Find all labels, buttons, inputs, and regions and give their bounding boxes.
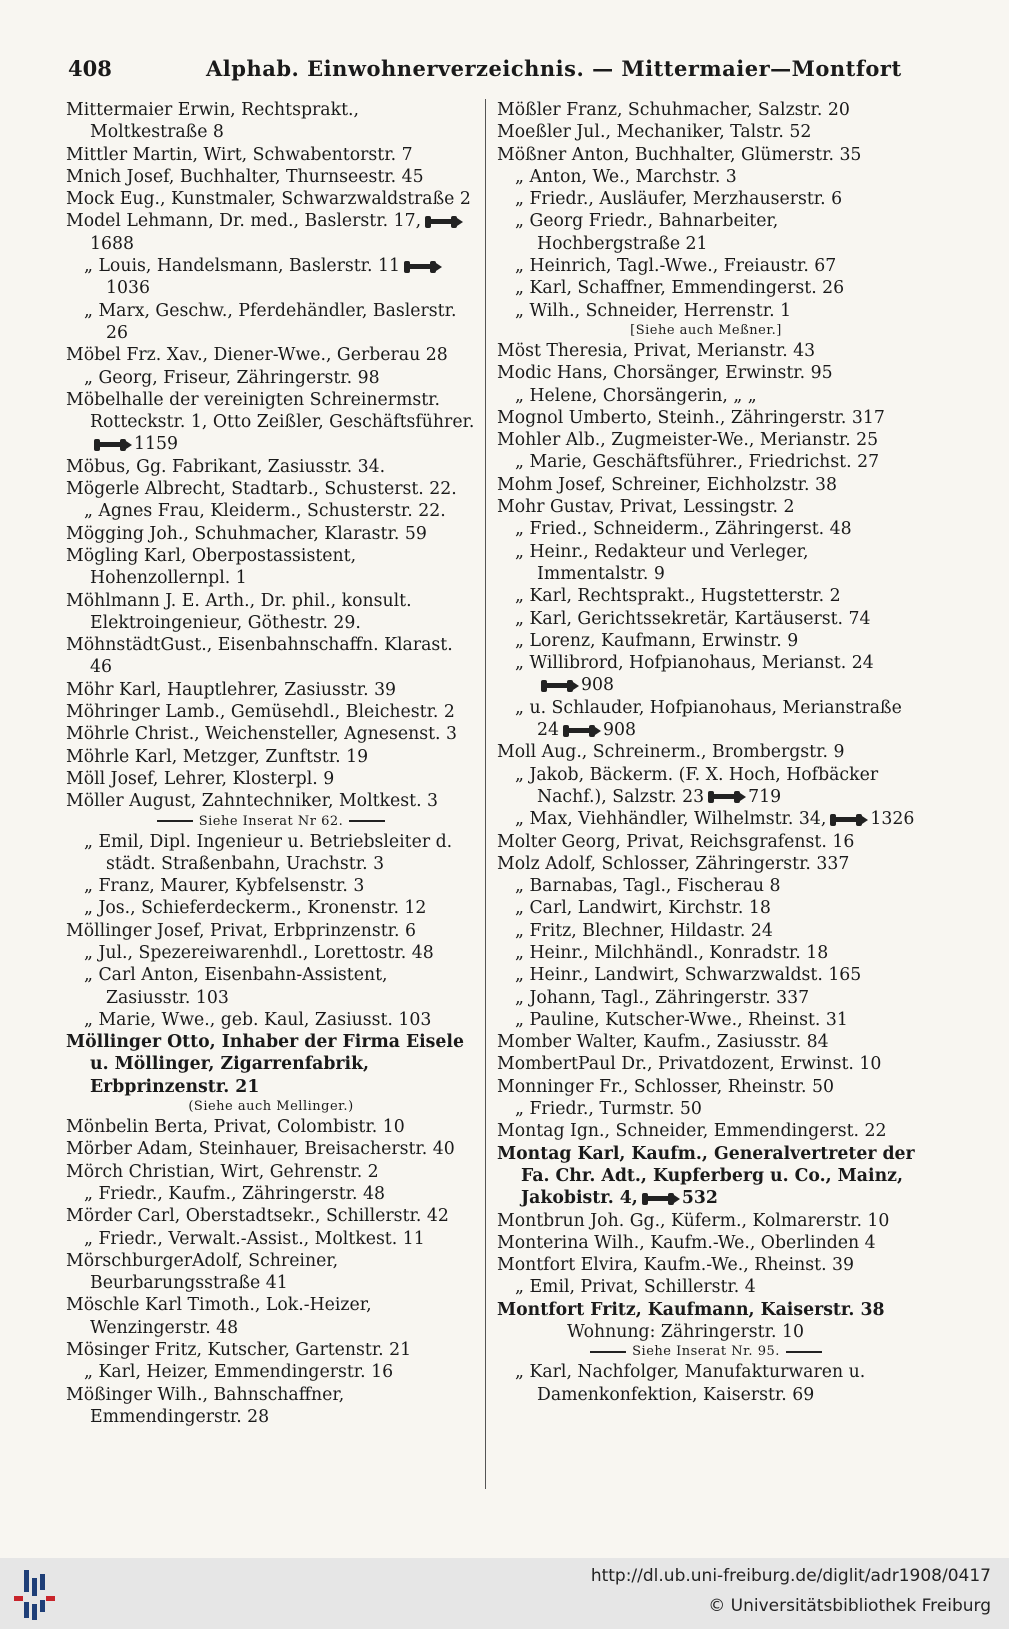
entry-text: „ Jos., Schieferdeckerm., Kronenstr. 12 [84, 898, 427, 919]
directory-entry [66, 746, 476, 768]
directory-entry [66, 679, 476, 701]
directory-entry [66, 1009, 476, 1031]
directory-entry [497, 831, 915, 853]
entry-text: „ Anton, We., Marchstr. 3 [515, 166, 737, 187]
directory-entry [66, 790, 476, 812]
directory-entry [66, 1339, 476, 1361]
entry-text: Mohm Josef, Schreiner, Eichholzstr. 38 [497, 474, 837, 495]
directory-entry [66, 523, 476, 545]
directory-entry [497, 1009, 915, 1031]
entry-text: „ Marie, Wwe., geb. Kaul, Zasiusst. 103 [84, 1009, 432, 1030]
entry-text: „ Franz, Maurer, Kybfelsenstr. 3 [84, 876, 365, 897]
entry-text: „ Karl, Schaffner, Emmendingerst. 26 [515, 278, 845, 299]
directory-entry [66, 344, 476, 366]
entry-text: „ Helene, Chorsängerin, „ „ [515, 385, 757, 406]
running-title: Alphab. Einwohnerverzeichnis. — Mittermaier—Montfort [206, 56, 902, 81]
entry-text: Mößler Franz, Schuhmacher, Salzstr. 20 [497, 100, 850, 120]
telephone-number: 1688 [90, 233, 134, 254]
entry-text: Montag Karl, Kaufm., Generalvertreter der Fa. Chr. Adt., Kupferberg u. Co., Mainz, Jakobistr. 4, [497, 1143, 915, 1209]
entry-text: Wohnung: Zähringerstr. 10 [567, 1322, 804, 1343]
entry-text: Monninger Fr., Schlosser, Rheinstr. 50 [497, 1076, 834, 1097]
directory-entry [66, 831, 476, 876]
entry-text: Mittler Martin, Wirt, Schwabentorstr. 7 [66, 144, 413, 165]
entry-text: „ Jul., Spezereiwarenhdl., Lorettostr. 48 [84, 942, 434, 963]
directory-entry [497, 987, 915, 1009]
telephone-number: 1326 [870, 809, 915, 830]
entry-text: „ Emil, Dipl. Ingenieur u. Betriebsleiter d. städt. Straßenbahn, Urachstr. 3 [84, 831, 453, 874]
cross-reference-note [497, 322, 915, 340]
directory-entry [66, 478, 476, 500]
entry-text: „ Marx, Geschw., Pferdehändler, Baslerstr. 26 [84, 300, 457, 343]
telephone-receiver-icon [94, 439, 132, 451]
entry-text: Moll Aug., Schreinerm., Brombergstr. 9 [497, 742, 845, 763]
directory-entry [66, 1031, 476, 1098]
entry-text: Möller August, Zahntechniker, Moltkest. 3 [66, 791, 439, 812]
entry-text: Model Lehmann, Dr. med., Baslerstr. 17, [66, 211, 422, 232]
entry-text: „ Marie, Geschäftsführer., Friedrichst. 27 [515, 452, 880, 473]
directory-entry [497, 210, 915, 255]
entry-text: „ Pauline, Kutscher-Wwe., Rheinst. 31 [515, 1009, 848, 1030]
directory-entry [66, 255, 476, 300]
directory-entry [497, 451, 915, 473]
entry-text: Mittermaier Erwin, Rechtsprakt., Moltkestraße 8 [66, 100, 359, 143]
entry-text: Möbelhalle der vereinigten Schreinermstr. Rotteckstr. 1, Otto Zeißler, Geschäftsführer. [66, 389, 475, 433]
entry-text: Mögging Joh., Schuhmacher, Klarastr. 59 [66, 523, 427, 544]
column-divider [485, 99, 486, 1489]
entry-text: Mögerle Albrecht, Stadtarb., Schusterst. 22. [66, 479, 457, 500]
directory-entry [497, 875, 915, 897]
directory-entry [66, 1183, 476, 1205]
directory-entry [497, 1210, 915, 1232]
entry-text: „ Johann, Tagl., Zähringerstr. 337 [515, 987, 810, 1008]
directory-entry [497, 1098, 915, 1120]
entry-text: „ Heinr., Landwirt, Schwarzwaldst. 165 [515, 965, 862, 986]
directory-entry [497, 1076, 915, 1098]
directory-entry [497, 385, 915, 407]
entry-text: „ Georg Friedr., Bahnarbeiter, Hochbergstraße 21 [515, 211, 779, 254]
entry-text: Möllinger Otto, Inhaber der Firma Eisele u. Möllinger, Zigarrenfabrik, Erbprinzenstr. 21 [66, 1032, 464, 1097]
entry-text: „ Barnabas, Tagl., Fischerau 8 [515, 876, 781, 897]
entry-text: Möll Josef, Lehrer, Klosterpl. 9 [66, 768, 335, 789]
directory-entry [497, 1276, 915, 1298]
page-header [66, 54, 926, 84]
directory-entry [497, 255, 915, 277]
directory-entry [66, 964, 476, 1009]
directory-entry [66, 920, 476, 942]
directory-entry [497, 1120, 915, 1142]
directory-entry [497, 741, 915, 763]
entry-text: Möllinger Josef, Privat, Erbprinzenstr. 6 [66, 920, 416, 941]
directory-entry [497, 1254, 915, 1276]
directory-entry [66, 545, 476, 590]
directory-entry [497, 964, 915, 986]
directory-entry [497, 1361, 915, 1406]
entry-text: Mörch Christian, Wirt, Gehrenstr. 2 [66, 1161, 379, 1182]
directory-entry [497, 920, 915, 942]
copyright-text: © Universitätsbibliothek Freiburg [708, 1596, 991, 1616]
directory-entry [497, 166, 915, 188]
entry-text: „ Friedr., Ausläufer, Merzhauserstr. 6 [515, 189, 843, 210]
entry-text: Mohr Gustav, Privat, Lessingstr. 2 [497, 497, 795, 518]
entry-text: Mönbelin Berta, Privat, Colombistr. 10 [66, 1117, 405, 1138]
directory-entry [66, 875, 476, 897]
directory-entry [497, 474, 915, 496]
entry-text: „ Karl, Nachfolger, Manufakturwaren u. Damenkonfektion, Kaiserstr. 69 [515, 1362, 866, 1405]
entry-text: Möst Theresia, Privat, Merianstr. 43 [497, 340, 816, 361]
directory-entry [497, 121, 915, 143]
telephone-receiver-icon [708, 791, 746, 803]
entry-text: Siehe Inserat Nr 62. [198, 813, 344, 829]
directory-entry [66, 723, 476, 745]
directory-entry [497, 99, 915, 121]
entry-text: „ Karl, Rechtsprakt., Hugstetterstr. 2 [515, 586, 841, 607]
telephone-number: 908 [581, 675, 614, 696]
entry-text: Molz Adolf, Schlosser, Zähringerstr. 337 [497, 853, 850, 874]
entry-text: Mößinger Wilh., Bahnschaffner, Emmendingerstr. 28 [66, 1384, 345, 1427]
telephone-receiver-icon [404, 261, 442, 273]
entry-text: Modic Hans, Chorsänger, Erwinstr. 95 [497, 363, 833, 384]
entry-text: Mörber Adam, Steinhauer, Breisacherstr. 40 [66, 1139, 455, 1160]
entry-text: Möhlmann J. E. Arth., Dr. phil., konsult. Elektroingenieur, Göthestr. 29. [66, 590, 412, 633]
directory-entry [66, 634, 476, 679]
entry-text: [Siehe auch Meßner.] [630, 322, 782, 338]
entry-text: (Siehe auch Mellinger.) [188, 1099, 354, 1115]
directory-entry [497, 541, 915, 586]
entry-text: „ u. Schlauder, Hofpianohaus, Merianstraße 24 [515, 697, 902, 741]
directory-entry [497, 496, 915, 518]
entry-text: Montfort Fritz, Kaufmann, Kaiserstr. 38 [497, 1299, 885, 1320]
directory-entry [66, 1250, 476, 1295]
telephone-number: 1036 [106, 278, 150, 299]
cross-reference-note [66, 813, 476, 831]
entry-text: Möhrle Karl, Metzger, Zunftstr. 19 [66, 746, 369, 767]
directory-entry [66, 166, 476, 188]
entry-text: Mögling Karl, Oberpostassistent, Hohenzollernpl. 1 [66, 545, 357, 589]
directory-entry [66, 1384, 476, 1429]
entry-text: „ Karl, Gerichtssekretär, Kartäuserst. 74 [515, 608, 871, 629]
right-column [497, 99, 915, 1406]
entry-text: „ Georg, Friseur, Zähringerstr. 98 [84, 367, 380, 388]
directory-entry [66, 144, 476, 166]
directory-entry [497, 1299, 915, 1321]
directory-entry [497, 277, 915, 299]
entry-text: „ Heinr., Milchhändl., Konradstr. 18 [515, 942, 829, 963]
entry-text: „ Louis, Handelsmann, Baslerstr. 11 [84, 256, 400, 277]
telephone-receiver-icon [642, 1193, 680, 1205]
directory-entry [497, 942, 915, 964]
entry-text: Möbus, Gg. Fabrikant, Zasiusstr. 34. [66, 456, 386, 477]
entry-text: Momber Walter, Kaufm., Zasiusstr. 84 [497, 1032, 829, 1053]
telephone-receiver-icon [425, 216, 463, 228]
cross-reference-note [66, 1098, 476, 1116]
directory-entry [497, 808, 915, 830]
entry-text: „ Heinr., Redakteur und Verleger, Immentalstr. 9 [515, 541, 809, 584]
entry-text: MörschburgerAdolf, Schreiner, Beurbarungsstraße 41 [66, 1250, 339, 1294]
directory-entry [497, 518, 915, 540]
entry-text: Monterina Wilh., Kaufm.-We., Oberlinden 4 [497, 1232, 876, 1253]
ub-freiburg-logo-icon [10, 1568, 60, 1622]
telephone-receiver-icon [830, 814, 868, 826]
telephone-number: 908 [603, 720, 636, 741]
directory-entry [66, 300, 476, 345]
directory-entry [66, 456, 476, 478]
directory-entry [66, 1361, 476, 1383]
entry-text: Mnich Josef, Buchhalter, Thurnseestr. 45 [66, 166, 424, 187]
left-column [66, 99, 476, 1428]
directory-entry [497, 362, 915, 384]
entry-text: „ Willibrord, Hofpianohaus, Merianst. 24 [515, 653, 874, 674]
entry-text: „ Fritz, Blechner, Hildastr. 24 [515, 920, 773, 941]
telephone-receiver-icon [563, 725, 601, 737]
entry-text: Möbel Frz. Xav., Diener-Wwe., Gerberau 28 [66, 345, 448, 366]
entry-text: Siehe Inserat Nr. 95. [632, 1344, 780, 1360]
directory-entry [66, 1116, 476, 1138]
entry-text: „ Max, Viehhändler, Wilhelmstr. 34, [515, 809, 827, 830]
directory-entry [497, 188, 915, 210]
directory-entry [497, 144, 915, 166]
entry-text: MombertPaul Dr., Privatdozent, Erwinst. 10 [497, 1054, 882, 1075]
directory-entry [66, 389, 476, 456]
telephone-receiver-icon [541, 680, 579, 692]
directory-entry [497, 853, 915, 875]
entry-text: Möhringer Lamb., Gemüsehdl., Bleichestr. 2 [66, 702, 455, 723]
entry-text: Möschle Karl Timoth., Lok.-Heizer, Wenzingerstr. 48 [66, 1295, 372, 1338]
entry-text: „ Lorenz, Kaufmann, Erwinstr. 9 [515, 630, 799, 651]
directory-entry [66, 188, 476, 210]
directory-entry [497, 1232, 915, 1254]
directory-entry [497, 1321, 915, 1343]
directory-entry [66, 210, 476, 255]
directory-entry [497, 407, 915, 429]
source-url-link[interactable]: http://dl.ub.uni-freiburg.de/diglit/adr1908/0417 [590, 1566, 991, 1586]
directory-entry [66, 367, 476, 389]
directory-entry [497, 764, 915, 809]
entry-text: „ Friedr., Kaufm., Zähringerstr. 48 [84, 1183, 386, 1204]
entry-text: Mohler Alb., Zugmeister-We., Merianstr. 25 [497, 430, 879, 451]
page-number: 408 [68, 56, 112, 81]
directory-entry [66, 701, 476, 723]
directory-entry [497, 608, 915, 630]
directory-entry [497, 429, 915, 451]
directory-entry [497, 1053, 915, 1075]
entry-text: „ Emil, Privat, Schillerstr. 4 [515, 1277, 756, 1298]
entry-text: Mörder Carl, Oberstadtsekr., Schillerstr. 42 [66, 1206, 449, 1227]
entry-text: „ Jakob, Bäckerm. (F. X. Hoch, Hofbäcker Nachf.), Salzstr. 23 [515, 764, 879, 807]
directory-entry [497, 1143, 915, 1210]
entry-text: Mognol Umberto, Steinh., Zähringerstr. 317 [497, 407, 885, 428]
cross-reference-note [497, 1343, 915, 1361]
directory-entry [497, 1031, 915, 1053]
directory-entry [497, 585, 915, 607]
directory-entry [497, 340, 915, 362]
footer-bar [0, 1558, 1009, 1629]
directory-entry [66, 768, 476, 790]
entry-text: Mösinger Fritz, Kutscher, Gartenstr. 21 [66, 1340, 412, 1361]
directory-entry [497, 300, 915, 322]
directory-entry [66, 500, 476, 522]
entry-text: „ Fried., Schneiderm., Zähringerst. 48 [515, 519, 852, 540]
entry-text: Mock Eug., Kunstmaler, Schwarzwaldstraße 2 [66, 189, 471, 210]
directory-entry [66, 942, 476, 964]
entry-text: MöhnstädtGust., Eisenbahnschaffn. Klarast. 46 [66, 635, 453, 678]
directory-entry [66, 897, 476, 919]
entry-text: Möhr Karl, Hauptlehrer, Zasiusstr. 39 [66, 679, 397, 700]
directory-entry [497, 897, 915, 919]
entry-text: Montfort Elvira, Kaufm.-We., Rheinst. 39 [497, 1255, 855, 1276]
directory-entry [497, 630, 915, 652]
entry-text: „ Agnes Frau, Kleiderm., Schusterstr. 22. [84, 501, 446, 522]
entry-text: „ Friedr., Verwalt.-Assist., Moltkest. 11 [84, 1228, 425, 1249]
entry-text: „ Friedr., Turmstr. 50 [515, 1099, 702, 1120]
directory-entry [66, 1228, 476, 1250]
telephone-number: 532 [681, 1188, 718, 1209]
directory-entry [66, 1138, 476, 1160]
directory-entry [66, 1161, 476, 1183]
directory-entry [66, 1205, 476, 1227]
entry-text: Molter Georg, Privat, Reichsgrafenst. 16 [497, 831, 855, 852]
entry-text: „ Carl, Landwirt, Kirchstr. 18 [515, 898, 771, 919]
directory-entry [66, 1294, 476, 1339]
entry-text: „ Heinrich, Tagl.-Wwe., Freiaustr. 67 [515, 256, 837, 277]
entry-text: Montag Ign., Schneider, Emmendingerst. 22 [497, 1121, 887, 1142]
directory-entry [66, 590, 476, 635]
entry-text: „ Wilh., Schneider, Herrenstr. 1 [515, 300, 792, 321]
telephone-number: 719 [748, 786, 782, 807]
entry-text: Montbrun Joh. Gg., Küferm., Kolmarerstr. 10 [497, 1210, 890, 1231]
entry-text: Mößner Anton, Buchhalter, Glümerstr. 35 [497, 144, 862, 165]
telephone-number: 1159 [134, 434, 178, 455]
entry-text: Moeßler Jul., Mechaniker, Talstr. 52 [497, 122, 812, 143]
entry-text: Möhrle Christ., Weichensteller, Agnesenst. 3 [66, 724, 458, 745]
directory-entry [497, 652, 915, 697]
directory-entry [66, 99, 476, 144]
directory-entry [497, 697, 915, 742]
entry-text: „ Karl, Heizer, Emmendingerstr. 16 [84, 1362, 394, 1383]
entry-text: „ Carl Anton, Eisenbahn-Assistent, Zasiusstr. 103 [84, 965, 388, 1008]
